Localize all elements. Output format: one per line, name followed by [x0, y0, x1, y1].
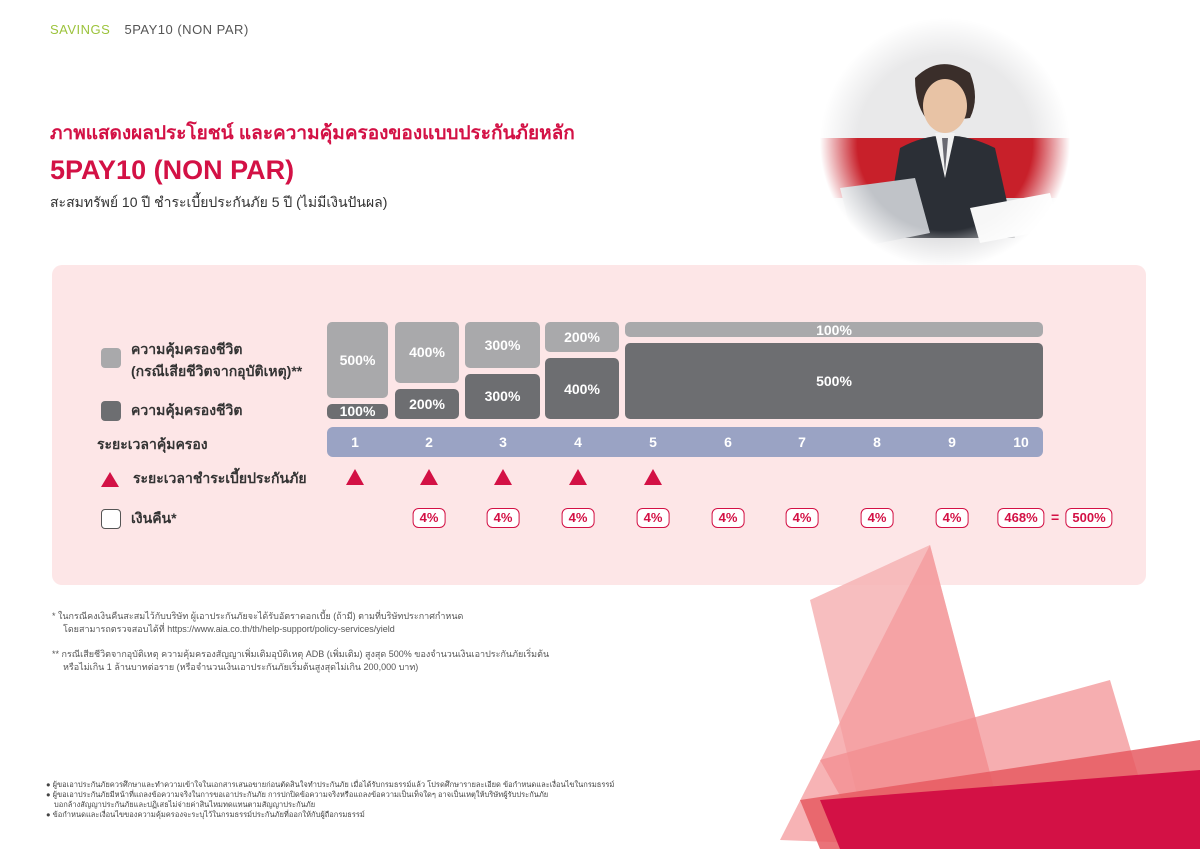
- triangle-icon: [101, 472, 119, 487]
- cashback-pill: 4%: [712, 508, 745, 528]
- premium-triangle-icon: [569, 469, 587, 485]
- legend-accident-line1: ความคุ้มครองชีวิต: [131, 341, 243, 357]
- footnote-2: [52, 648, 549, 674]
- legend-cashback: [101, 508, 177, 530]
- life-coverage-bar: 100%: [327, 404, 388, 419]
- life-coverage-bar: 300%: [465, 374, 540, 420]
- cashback-total: 500%: [1065, 508, 1112, 528]
- accident-coverage-bar: 300%: [465, 322, 540, 368]
- page-title: 5PAY10 (NON PAR): [50, 155, 295, 185]
- cashback-pill: 4%: [861, 508, 894, 528]
- year-label: 5: [649, 434, 657, 450]
- accident-coverage-bar: 400%: [395, 322, 459, 383]
- year-label: 2: [425, 434, 433, 450]
- page-title-thai: ภาพแสดงผลประโยชน์ และความคุ้มครองของแบบประกันภัยหลัก: [50, 123, 575, 144]
- legend-premium: [101, 468, 307, 490]
- year-label: 1: [351, 434, 359, 450]
- year-label: 9: [948, 434, 956, 450]
- cashback-pill: 468%: [997, 508, 1044, 528]
- benefit-panel: [52, 265, 1146, 585]
- life-coverage-bar: 500%: [625, 343, 1043, 419]
- footnote-2-line1: ** กรณีเสียชีวิตจากอุบัติเหตุ ความคุ้มครองสัญญาเพิ่มเติมอุบัติเหตุ ADB (เพิ่มเติม) สูงสุด 500% ของจำนวนเงินเอาประกันภัยเริ่มต้น: [52, 649, 550, 659]
- disclaimer-item: ● ผู้ขอเอาประกันภัยควรศึกษาและทำความเข้าใจในเอกสารเสนอขายก่อนตัดสินใจทำประกันภัย เมื่อได้รับกรมธรรม์แล้ว โปรดศึกษารายละเอียด ข้อกำหนดและเงื่อนไขในกรมธรรม์: [46, 780, 615, 789]
- cashback-pill: 4%: [413, 508, 446, 528]
- cashback-pill: 4%: [637, 508, 670, 528]
- legend-accident-text: [131, 339, 302, 383]
- legend-swatch-outline: [101, 509, 121, 529]
- year-label: 3: [499, 434, 507, 450]
- legend-period-text: ระยะเวลาคุ้มครอง: [97, 436, 208, 452]
- year-label: 7: [798, 434, 806, 450]
- cashback-pill: 4%: [487, 508, 520, 528]
- premium-triangle-icon: [644, 469, 662, 485]
- cashback-pill: 4%: [786, 508, 819, 528]
- premium-triangle-icon: [494, 469, 512, 485]
- cashback-pill: 4%: [562, 508, 595, 528]
- disclaimer-item: ● ผู้ขอเอาประกันภัยมีหน้าที่แถลงข้อความจริงในการขอเอาประกันภัย การปกปิดข้อความจริงหรือแถลงข้อความเป็นเท็จใดๆ อาจเป็นเหตุให้บริษัทผู้รับประกันภัย: [46, 790, 549, 799]
- accident-coverage-bar: 500%: [327, 322, 388, 398]
- footnote-2-line2: หรือไม่เกิน 1 ล้านบาทต่อราย (หรือจำนวนเงินเอาประกันภัยเริ่มต้นสูงสุดไม่เกิน 200,000 บาท): [63, 662, 419, 672]
- equals-sign: =: [1051, 509, 1060, 525]
- header: [50, 22, 249, 37]
- footnote-1-line2: โดยสามารถตรวจสอบได้ที่ https://www.aia.co.th/th/help-support/policy-services/yield: [63, 624, 395, 634]
- year-label: 6: [724, 434, 732, 450]
- year-label: 8: [873, 434, 881, 450]
- legend-life-text: ความคุ้มครองชีวิต: [131, 402, 243, 418]
- legend-accident: [101, 339, 302, 383]
- footnote-1-line1: * ในกรณีคงเงินคืนสะสมไว้กับบริษัท ผู้เอาประกันภัยจะได้รับอัตราดอกเบี้ย (ถ้ามี) ตามที่บริษัทประกาศกำหนด: [52, 611, 464, 621]
- accident-coverage-bar: 200%: [545, 322, 619, 352]
- year-label: 10: [1013, 434, 1029, 450]
- premium-triangle-icon: [346, 469, 364, 485]
- accident-coverage-bar: 100%: [625, 322, 1043, 337]
- product-label: 5PAY10 (NON PAR): [124, 22, 249, 37]
- legend-cashback-text: เงินคืน*: [131, 510, 177, 526]
- legend-period: [97, 434, 208, 456]
- disclaimer-item: บอกล้างสัญญาประกันภัยและปฏิเสธไม่จ่ายค่าสินไหมทดแทนตามสัญญาประกันภัย: [54, 800, 316, 809]
- legend-swatch-dark: [101, 401, 121, 421]
- life-coverage-bar: 400%: [545, 358, 619, 419]
- businessman-photo: [820, 18, 1070, 268]
- section-label: SAVINGS: [50, 22, 111, 37]
- disclaimer-item: ● ข้อกำหนดและเงื่อนไขของความคุ้มครองจะระบุไว้ในกรมธรรม์ประกันภัยที่ออกให้กับผู้ถือกรมธรรม์: [46, 810, 365, 819]
- year-label: 4: [574, 434, 582, 450]
- footnote-1: [52, 610, 463, 636]
- life-coverage-bar: 200%: [395, 389, 459, 419]
- cashback-pill: 4%: [936, 508, 969, 528]
- disclaimer-list: [46, 780, 614, 820]
- legend-premium-text: ระยะเวลาชำระเบี้ยประกันภัย: [133, 470, 307, 486]
- legend-swatch-light: [101, 348, 121, 368]
- legend-life: [101, 400, 243, 422]
- premium-triangle-icon: [420, 469, 438, 485]
- page-subtitle: สะสมทรัพย์ 10 ปี ชำระเบี้ยประกันภัย 5 ปี (ไม่มีเงินปันผล): [50, 194, 388, 210]
- legend-accident-line2: (กรณีเสียชีวิตจากอุบัติเหตุ)**: [131, 363, 303, 379]
- origami-decoration: [780, 540, 1200, 849]
